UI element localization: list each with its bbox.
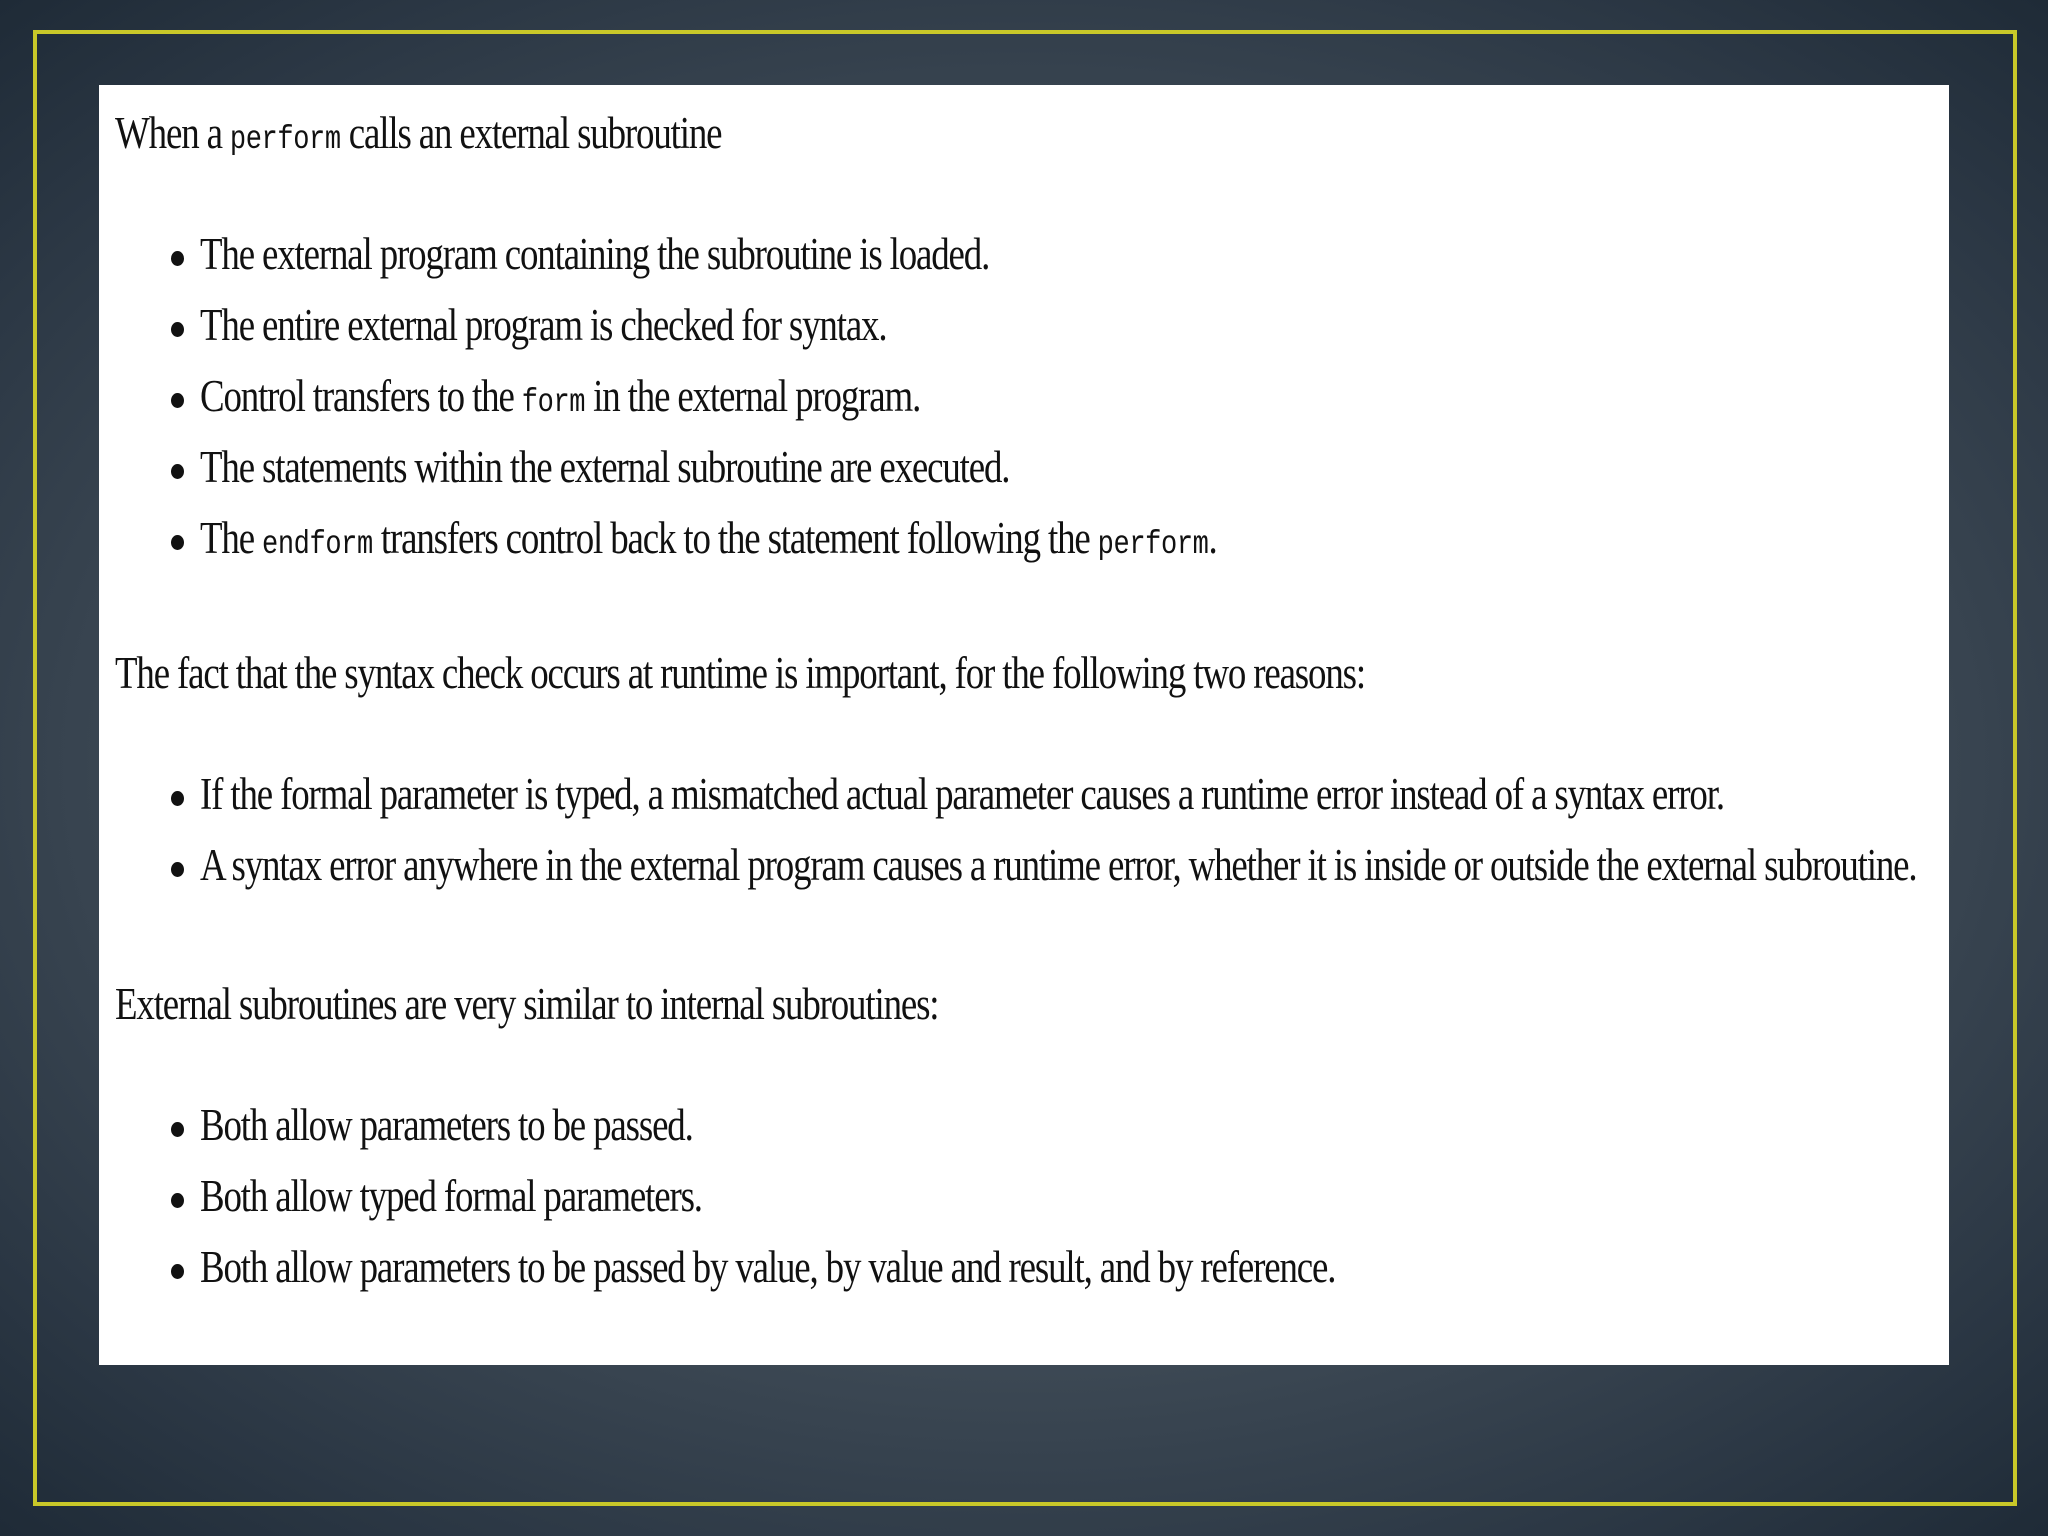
list-item bbox=[115, 300, 1949, 374]
intro-paragraph bbox=[115, 108, 1619, 158]
bullet-icon bbox=[171, 791, 184, 806]
bullet-icon bbox=[171, 1122, 184, 1137]
intro-text-before: When a bbox=[115, 108, 230, 158]
step-text: The statements within the external subroutine are executed. bbox=[200, 442, 1010, 492]
reason-text: A syntax error anywhere in the external program causes a runtime error, whether it is inside or outside the external subroutine. bbox=[200, 840, 1917, 890]
bullet-icon bbox=[171, 1193, 184, 1208]
step-text-after: . bbox=[1208, 513, 1217, 563]
step-text: The external program containing the subroutine is loaded. bbox=[200, 229, 990, 279]
content-panel bbox=[99, 85, 1949, 1365]
similarity-text: Both allow parameters to be passed by value, by value and result, and by reference. bbox=[200, 1242, 1336, 1292]
step-text-before: The bbox=[200, 513, 263, 563]
bullet-icon bbox=[171, 322, 184, 337]
step-text-after: in the external program. bbox=[585, 371, 921, 421]
step-code-endform: endform bbox=[262, 526, 373, 563]
step-text-middle: transfers control back to the statement following the bbox=[372, 513, 1098, 563]
list-item bbox=[115, 229, 1949, 303]
bullet-icon bbox=[171, 535, 184, 550]
step-code-perform: perform bbox=[1097, 526, 1209, 563]
list-item bbox=[115, 1100, 1949, 1174]
step-code-form: form bbox=[521, 384, 586, 421]
steps-list bbox=[115, 229, 1949, 587]
step-text bbox=[200, 513, 1634, 563]
reason-text: If the formal parameter is typed, a mismatched actual parameter causes a runtime error instead of a syntax error. bbox=[200, 769, 1724, 819]
list-item bbox=[115, 840, 1949, 914]
bullet-icon bbox=[171, 862, 184, 877]
intro-code-perform: perform bbox=[229, 121, 341, 158]
list-item bbox=[115, 1242, 1949, 1316]
reasons-heading: The fact that the syntax check occurs at runtime is important, for the following two reasons: bbox=[115, 648, 1365, 698]
similarity-text: Both allow parameters to be passed. bbox=[200, 1100, 693, 1150]
list-item bbox=[115, 442, 1949, 516]
reasons-list bbox=[115, 769, 1949, 914]
similarity-heading: External subroutines are very similar to internal subroutines: bbox=[115, 979, 939, 1029]
step-text: The entire external program is checked for syntax. bbox=[200, 300, 887, 350]
bullet-icon bbox=[171, 251, 184, 266]
bullet-icon bbox=[171, 464, 184, 479]
similarity-text: Both allow typed formal parameters. bbox=[200, 1171, 702, 1221]
step-text bbox=[200, 371, 1634, 421]
list-item bbox=[115, 513, 1949, 587]
list-item bbox=[115, 1171, 1949, 1245]
list-item bbox=[115, 769, 1949, 843]
step-text-before: Control transfers to the bbox=[200, 371, 522, 421]
bullet-icon bbox=[171, 393, 184, 408]
bullet-icon bbox=[171, 1264, 184, 1279]
similarities-list bbox=[115, 1100, 1949, 1316]
list-item bbox=[115, 371, 1949, 445]
intro-text-after: calls an external subroutine bbox=[340, 108, 722, 158]
